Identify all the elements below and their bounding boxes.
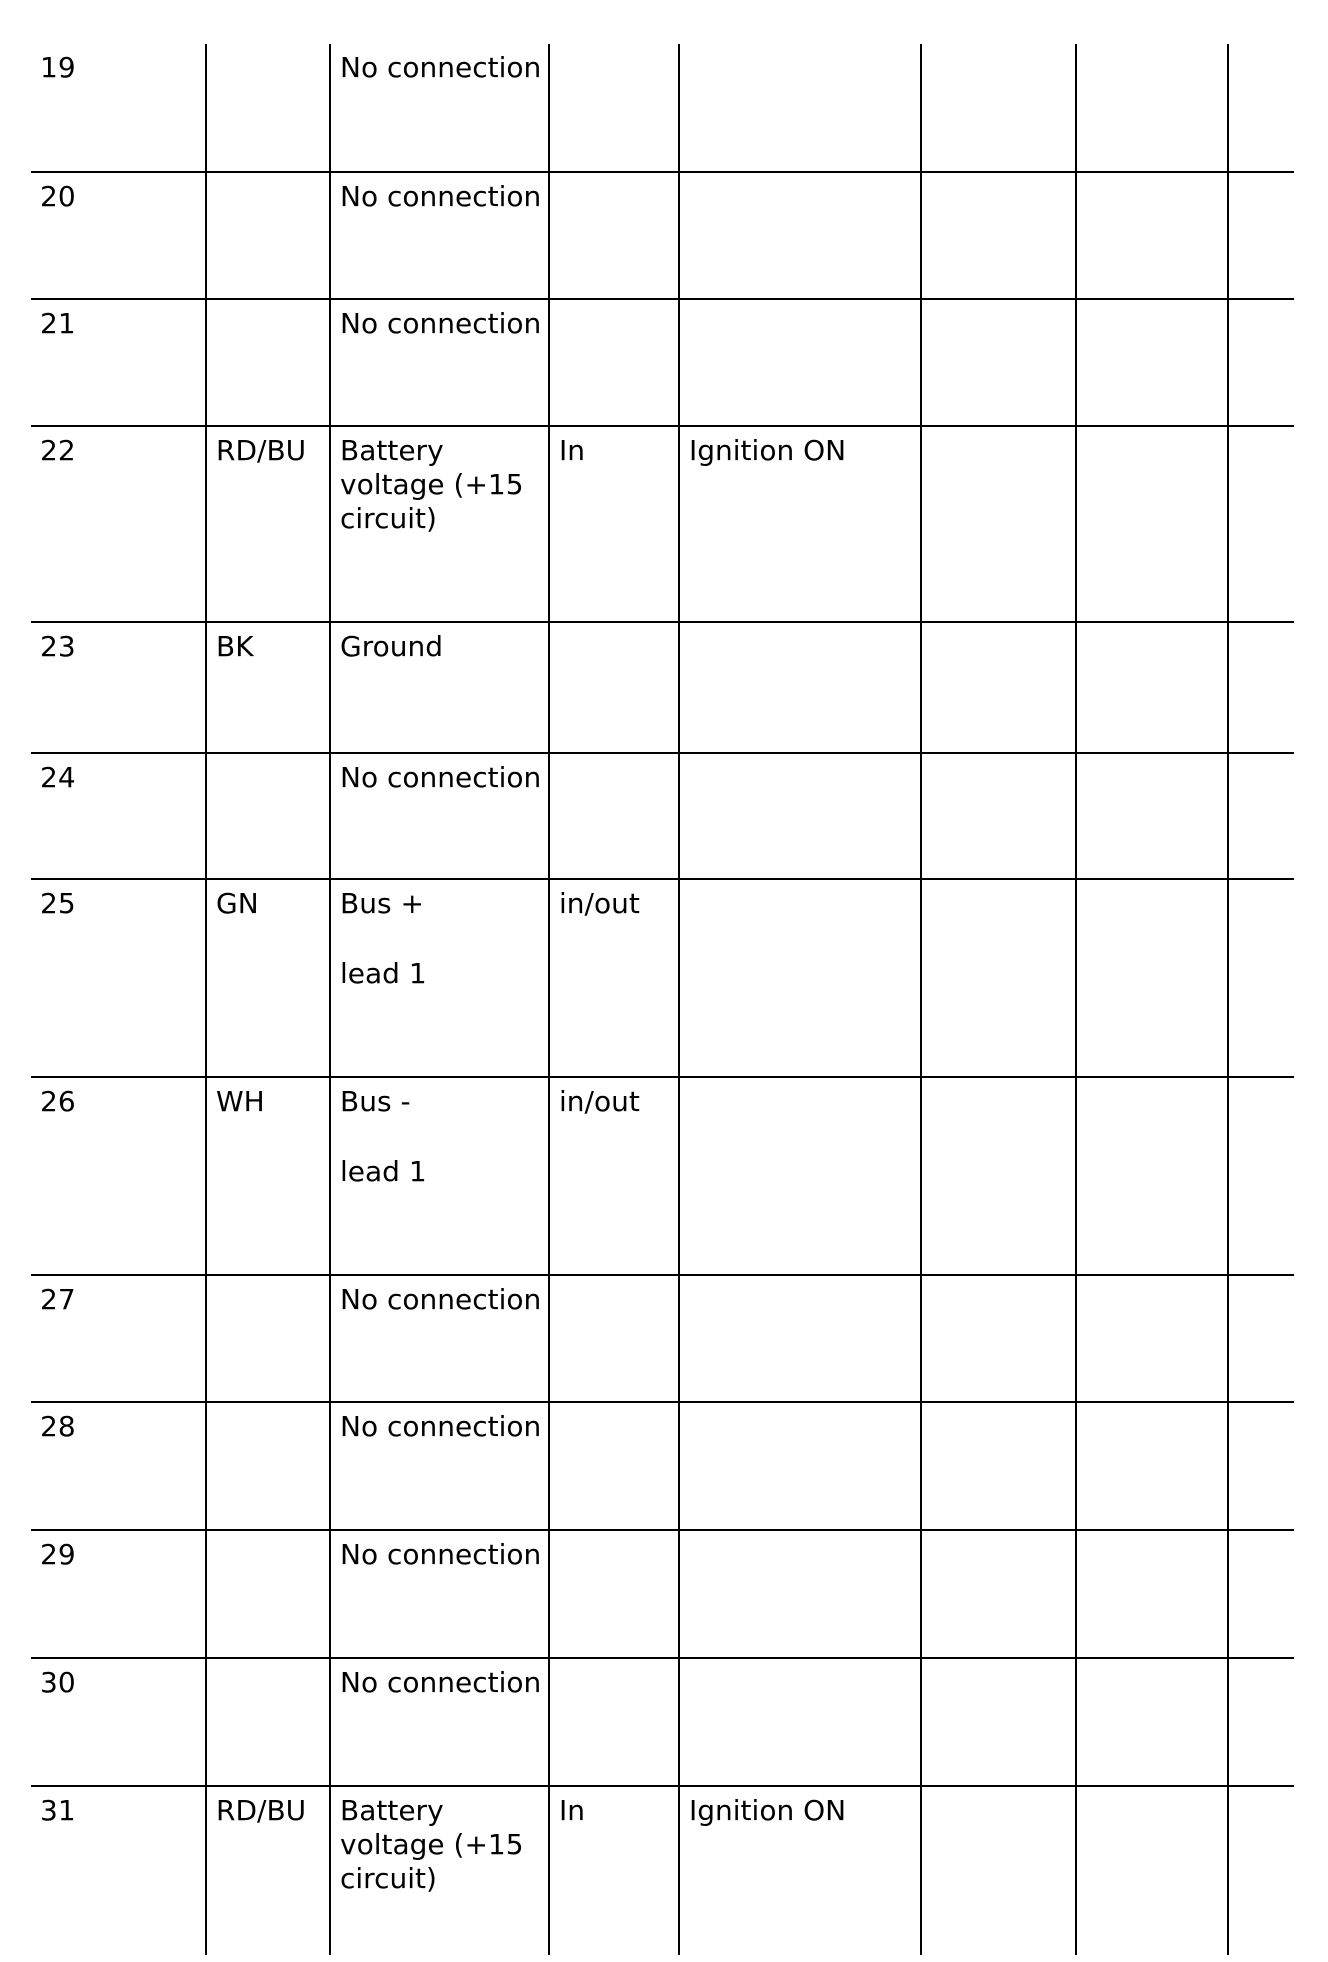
function-cell: No connection: [330, 1658, 549, 1786]
direction-cell: [549, 622, 679, 753]
condition-cell: [679, 1402, 921, 1530]
table-row: [31, 1658, 1294, 1786]
condition-cell: [679, 879, 921, 1077]
direction-cell: [549, 753, 679, 879]
direction-cell: in/out: [549, 1077, 679, 1275]
empty-cell: [1228, 44, 1294, 172]
wire-color-cell: BK: [206, 622, 330, 753]
pin-assignment-table: [31, 44, 1294, 1955]
empty-cell: [1076, 1275, 1228, 1402]
pin-number-cell: 31: [31, 1786, 206, 1955]
function-cell: [330, 879, 549, 1077]
table-row: [31, 426, 1294, 622]
table-row: [31, 44, 1294, 172]
condition-cell: [679, 622, 921, 753]
direction-cell: in/out: [549, 879, 679, 1077]
empty-cell: [921, 753, 1076, 879]
condition-cell: [679, 299, 921, 426]
wire-color-cell: [206, 172, 330, 299]
condition-cell: [679, 1658, 921, 1786]
pin-number-cell: 26: [31, 1077, 206, 1275]
function-cell: [330, 1077, 549, 1275]
empty-cell: [1076, 1786, 1228, 1955]
empty-cell: [1228, 426, 1294, 622]
direction-cell: [549, 1275, 679, 1402]
pin-number-cell: 19: [40, 51, 76, 84]
empty-cell: [1076, 172, 1228, 299]
pin-number-cell: 27: [31, 1275, 206, 1402]
function-cell: Ground: [330, 622, 549, 753]
pin-number-cell: 25: [31, 879, 206, 1077]
table-row: [31, 753, 1294, 879]
empty-cell: [1076, 299, 1228, 426]
condition-cell: [679, 1077, 921, 1275]
empty-cell: [1228, 622, 1294, 753]
condition-cell: [679, 172, 921, 299]
wire-color-cell: [206, 44, 330, 172]
empty-cell: [1076, 1658, 1228, 1786]
table-row: [31, 299, 1294, 426]
table-row: [31, 879, 1294, 1077]
empty-cell: [921, 1402, 1076, 1530]
function-cell: No connection: [330, 299, 549, 426]
empty-cell: [921, 299, 1076, 426]
direction-cell: [549, 1658, 679, 1786]
empty-cell: [1228, 753, 1294, 879]
empty-cell: [1076, 44, 1228, 172]
empty-cell: [1076, 426, 1228, 622]
empty-cell: [921, 1077, 1076, 1275]
empty-cell: [921, 1658, 1076, 1786]
function-cell: No connection: [330, 1275, 549, 1402]
function-cell: No connection: [330, 1530, 549, 1658]
wire-color-cell: [206, 1275, 330, 1402]
pin-number-cell: 23: [31, 622, 206, 753]
condition-cell: [679, 753, 921, 879]
wire-color-cell: [206, 299, 330, 426]
empty-cell: [1228, 879, 1294, 1077]
function-cell: Battery voltage (+15 circuit): [330, 1786, 549, 1955]
pin-number-cell: 21: [31, 299, 206, 426]
function-line-1: Bus -: [340, 1085, 411, 1118]
empty-cell: [1228, 1658, 1294, 1786]
empty-cell: [921, 879, 1076, 1077]
direction-cell: [549, 172, 679, 299]
empty-cell: [921, 1530, 1076, 1658]
direction-cell: In: [549, 1786, 679, 1955]
condition-cell: [679, 1275, 921, 1402]
pin-number-cell: 20: [31, 172, 206, 299]
empty-cell: [1228, 1402, 1294, 1530]
table-row: [31, 1275, 1294, 1402]
empty-cell: [921, 172, 1076, 299]
empty-cell: [1076, 1077, 1228, 1275]
condition-cell: Ignition ON: [679, 426, 921, 622]
empty-cell: [921, 1275, 1076, 1402]
table-row: [31, 1530, 1294, 1658]
empty-cell: [1228, 1077, 1294, 1275]
empty-cell: [921, 426, 1076, 622]
wire-color-cell: WH: [206, 1077, 330, 1275]
wire-color-cell: [206, 1530, 330, 1658]
empty-cell: [1076, 879, 1228, 1077]
function-line-2: lead 1: [340, 1155, 427, 1188]
direction-cell: In: [549, 426, 679, 622]
empty-cell: [1228, 172, 1294, 299]
pin-number-cell: 24: [31, 753, 206, 879]
table-row: [31, 1077, 1294, 1275]
pin-number-cell: 29: [31, 1530, 206, 1658]
function-cell: No connection: [330, 172, 549, 299]
direction-cell: [549, 1402, 679, 1530]
pin-number-cell: 22: [31, 426, 206, 622]
wire-color-cell: [206, 1658, 330, 1786]
function-line-2: lead 1: [340, 957, 427, 990]
wire-color-cell: [206, 1402, 330, 1530]
function-cell: No connection: [330, 44, 549, 172]
function-line-1: Bus +: [340, 887, 424, 920]
empty-cell: [1228, 1530, 1294, 1658]
direction-cell: [549, 299, 679, 426]
table-row: [31, 172, 1294, 299]
empty-cell: [1076, 1402, 1228, 1530]
table-row: [31, 1402, 1294, 1530]
empty-cell: [921, 622, 1076, 753]
pin-number-cell: 28: [31, 1402, 206, 1530]
pin-number-cell: 30: [31, 1658, 206, 1786]
function-cell: No connection: [330, 753, 549, 879]
empty-cell: [1076, 622, 1228, 753]
condition-cell: [679, 1530, 921, 1658]
function-cell: Battery voltage (+15 circuit): [330, 426, 549, 622]
direction-cell: [549, 44, 679, 172]
empty-cell: [1228, 1275, 1294, 1402]
wire-color-cell: RD/BU: [206, 426, 330, 622]
table-row: [31, 622, 1294, 753]
function-cell: No connection: [330, 1402, 549, 1530]
direction-cell: [549, 1530, 679, 1658]
condition-cell: Ignition ON: [679, 1786, 921, 1955]
empty-cell: [1076, 1530, 1228, 1658]
empty-cell: [921, 1786, 1076, 1955]
table-row: [31, 1786, 1294, 1955]
empty-cell: [921, 44, 1076, 172]
wire-color-cell: GN: [206, 879, 330, 1077]
condition-cell: [679, 44, 921, 172]
empty-cell: [1228, 1786, 1294, 1955]
wire-color-cell: [206, 753, 330, 879]
empty-cell: [1228, 299, 1294, 426]
empty-cell: [1076, 753, 1228, 879]
wire-color-cell: RD/BU: [206, 1786, 330, 1955]
